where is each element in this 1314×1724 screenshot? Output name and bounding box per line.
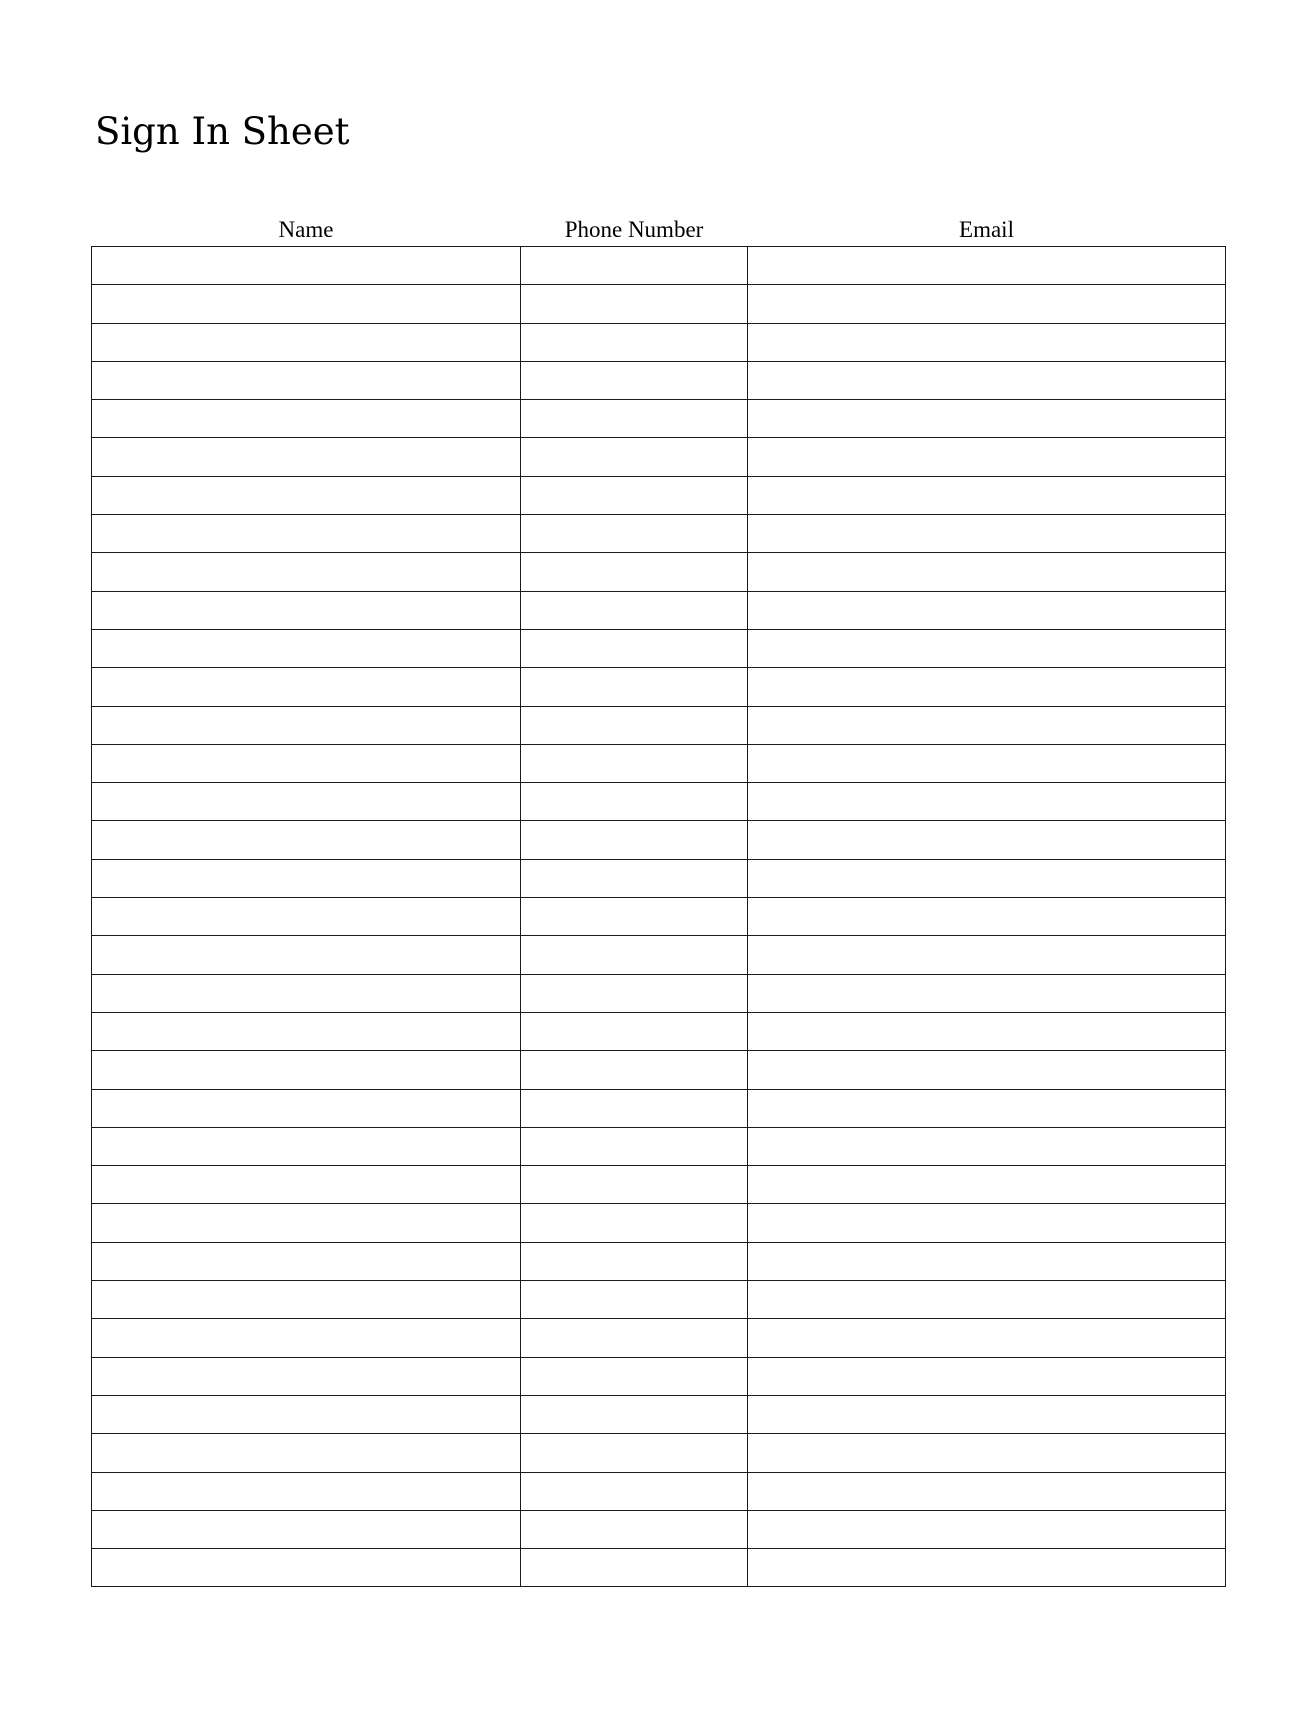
name-cell[interactable] <box>92 1127 521 1165</box>
name-cell[interactable] <box>92 1357 521 1395</box>
email-cell[interactable] <box>748 706 1226 744</box>
phone-cell[interactable] <box>521 668 748 706</box>
table-row <box>92 1089 1226 1127</box>
name-cell[interactable] <box>92 515 521 553</box>
phone-cell[interactable] <box>521 1166 748 1204</box>
table-row <box>92 629 1226 667</box>
email-cell[interactable] <box>748 898 1226 936</box>
name-cell[interactable] <box>92 1089 521 1127</box>
name-cell[interactable] <box>92 974 521 1012</box>
phone-cell[interactable] <box>521 1127 748 1165</box>
phone-cell[interactable] <box>521 400 748 438</box>
column-header-email: Email <box>748 209 1226 247</box>
table-row <box>92 936 1226 974</box>
table-row <box>92 974 1226 1012</box>
table-row <box>92 1319 1226 1357</box>
email-cell[interactable] <box>748 1357 1226 1395</box>
email-cell[interactable] <box>748 476 1226 514</box>
phone-cell[interactable] <box>521 438 748 476</box>
email-cell[interactable] <box>748 323 1226 361</box>
email-cell[interactable] <box>748 1166 1226 1204</box>
name-cell[interactable] <box>92 1204 521 1242</box>
column-header-phone-number: Phone Number <box>521 209 748 247</box>
table-row <box>92 1012 1226 1050</box>
column-header-name: Name <box>92 209 521 247</box>
email-cell[interactable] <box>748 400 1226 438</box>
table-row <box>92 1357 1226 1395</box>
name-cell[interactable] <box>92 629 521 667</box>
name-cell[interactable] <box>92 1051 521 1089</box>
name-cell[interactable] <box>92 706 521 744</box>
email-cell[interactable] <box>748 821 1226 859</box>
name-cell[interactable] <box>92 591 521 629</box>
phone-cell[interactable] <box>521 936 748 974</box>
email-cell[interactable] <box>748 936 1226 974</box>
phone-cell[interactable] <box>521 744 748 782</box>
email-cell[interactable] <box>748 1395 1226 1433</box>
name-cell[interactable] <box>92 1319 521 1357</box>
name-cell[interactable] <box>92 553 521 591</box>
phone-cell[interactable] <box>521 1395 748 1433</box>
table-row <box>92 783 1226 821</box>
phone-cell[interactable] <box>521 1281 748 1319</box>
phone-cell[interactable] <box>521 1051 748 1089</box>
name-cell[interactable] <box>92 361 521 399</box>
email-cell[interactable] <box>748 744 1226 782</box>
phone-cell[interactable] <box>521 974 748 1012</box>
table-row <box>92 1242 1226 1280</box>
name-cell[interactable] <box>92 1434 521 1472</box>
phone-cell[interactable] <box>521 476 748 514</box>
name-cell[interactable] <box>92 898 521 936</box>
table-row <box>92 1549 1226 1587</box>
phone-cell[interactable] <box>521 553 748 591</box>
table-row <box>92 668 1226 706</box>
table-row <box>92 1166 1226 1204</box>
phone-cell[interactable] <box>521 285 748 323</box>
table-row <box>92 1051 1226 1089</box>
phone-cell[interactable] <box>521 1510 748 1548</box>
name-cell[interactable] <box>92 1242 521 1280</box>
name-cell[interactable] <box>92 668 521 706</box>
phone-cell[interactable] <box>521 1319 748 1357</box>
phone-cell[interactable] <box>521 1204 748 1242</box>
name-cell[interactable] <box>92 323 521 361</box>
phone-cell[interactable] <box>521 591 748 629</box>
name-cell[interactable] <box>92 1281 521 1319</box>
table-row <box>92 361 1226 399</box>
email-cell[interactable] <box>748 1127 1226 1165</box>
table-body <box>92 247 1226 1587</box>
phone-cell[interactable] <box>521 515 748 553</box>
table-row <box>92 438 1226 476</box>
table-row <box>92 285 1226 323</box>
phone-cell[interactable] <box>521 706 748 744</box>
table-row <box>92 898 1226 936</box>
email-cell[interactable] <box>748 361 1226 399</box>
table-row <box>92 323 1226 361</box>
table-row <box>92 1204 1226 1242</box>
name-cell[interactable] <box>92 821 521 859</box>
email-cell[interactable] <box>748 1012 1226 1050</box>
email-cell[interactable] <box>748 859 1226 897</box>
table-row <box>92 553 1226 591</box>
table-row <box>92 821 1226 859</box>
email-cell[interactable] <box>748 553 1226 591</box>
email-cell[interactable] <box>748 629 1226 667</box>
phone-cell[interactable] <box>521 821 748 859</box>
email-cell[interactable] <box>748 1051 1226 1089</box>
email-cell[interactable] <box>748 515 1226 553</box>
table-row <box>92 247 1226 285</box>
table-row <box>92 706 1226 744</box>
page-title: Sign In Sheet <box>95 110 350 153</box>
email-cell[interactable] <box>748 1510 1226 1548</box>
table-row <box>92 1395 1226 1433</box>
email-cell[interactable] <box>748 285 1226 323</box>
phone-cell[interactable] <box>521 1434 748 1472</box>
name-cell[interactable] <box>92 1472 521 1510</box>
name-cell[interactable] <box>92 400 521 438</box>
email-cell[interactable] <box>748 1434 1226 1472</box>
phone-cell[interactable] <box>521 247 748 285</box>
phone-cell[interactable] <box>521 629 748 667</box>
sign-in-table <box>91 209 1226 1587</box>
name-cell[interactable] <box>92 247 521 285</box>
phone-cell[interactable] <box>521 1089 748 1127</box>
phone-cell[interactable] <box>521 361 748 399</box>
table-row <box>92 1472 1226 1510</box>
table-row <box>92 744 1226 782</box>
email-cell[interactable] <box>748 1204 1226 1242</box>
name-cell[interactable] <box>92 783 521 821</box>
name-cell[interactable] <box>92 859 521 897</box>
table-row <box>92 1510 1226 1548</box>
email-cell[interactable] <box>748 1242 1226 1280</box>
phone-cell[interactable] <box>521 783 748 821</box>
email-cell[interactable] <box>748 591 1226 629</box>
phone-cell[interactable] <box>521 1357 748 1395</box>
table-row <box>92 476 1226 514</box>
phone-cell[interactable] <box>521 859 748 897</box>
email-cell[interactable] <box>748 783 1226 821</box>
email-cell[interactable] <box>748 1549 1226 1587</box>
phone-cell[interactable] <box>521 1472 748 1510</box>
phone-cell[interactable] <box>521 898 748 936</box>
email-cell[interactable] <box>748 1089 1226 1127</box>
table-row <box>92 1281 1226 1319</box>
name-cell[interactable] <box>92 1012 521 1050</box>
email-cell[interactable] <box>748 668 1226 706</box>
email-cell[interactable] <box>748 1472 1226 1510</box>
email-cell[interactable] <box>748 974 1226 1012</box>
name-cell[interactable] <box>92 1510 521 1548</box>
table-row <box>92 1127 1226 1165</box>
name-cell[interactable] <box>92 1166 521 1204</box>
name-cell[interactable] <box>92 936 521 974</box>
phone-cell[interactable] <box>521 323 748 361</box>
email-cell[interactable] <box>748 247 1226 285</box>
table-row <box>92 591 1226 629</box>
name-cell[interactable] <box>92 1549 521 1587</box>
table-row <box>92 1434 1226 1472</box>
name-cell[interactable] <box>92 438 521 476</box>
table-row <box>92 859 1226 897</box>
phone-cell[interactable] <box>521 1242 748 1280</box>
table-row <box>92 400 1226 438</box>
name-cell[interactable] <box>92 476 521 514</box>
phone-cell[interactable] <box>521 1549 748 1587</box>
email-cell[interactable] <box>748 1319 1226 1357</box>
name-cell[interactable] <box>92 744 521 782</box>
name-cell[interactable] <box>92 285 521 323</box>
email-cell[interactable] <box>748 438 1226 476</box>
header-row <box>92 209 1226 247</box>
name-cell[interactable] <box>92 1395 521 1433</box>
phone-cell[interactable] <box>521 1012 748 1050</box>
email-cell[interactable] <box>748 1281 1226 1319</box>
table-row <box>92 515 1226 553</box>
